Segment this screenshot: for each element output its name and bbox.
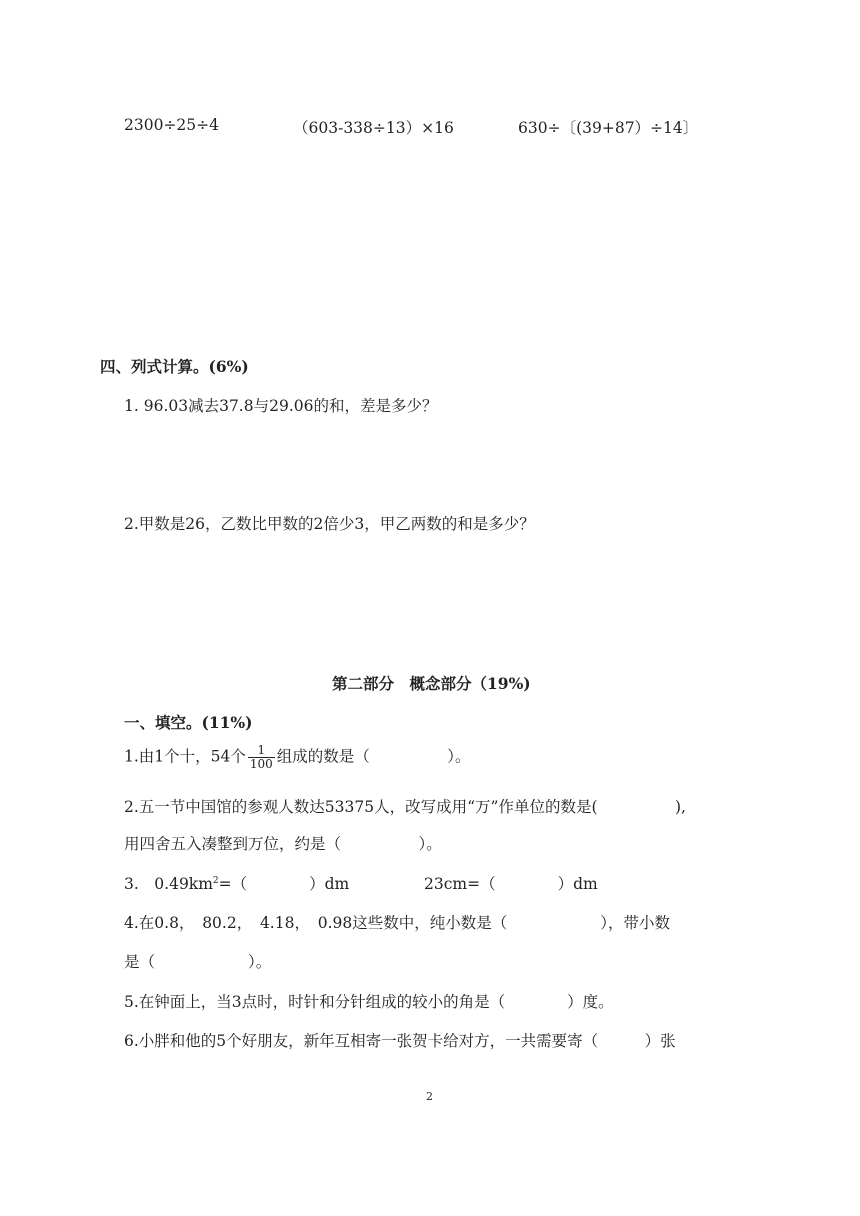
- fill-question-1: [124, 744, 471, 771]
- question-4-2: 2.甲数是26，乙数比甲数的2倍少3，甲乙两数的和是多少？: [124, 515, 535, 533]
- fill-question-1-text-after: 组成的数是（ ）。: [276, 747, 471, 766]
- fill-question-4-line-1: 4.在0.8， 80.2， 4.18， 0.98这些数中，纯小数是（ ），带小数: [124, 914, 670, 932]
- exercise-expression-1: 2300÷25÷4: [124, 116, 220, 134]
- fraction: [248, 744, 275, 771]
- fill-question-5: 5.在钟面上，当3点时，时针和分针组成的较小的角是（ ）度。: [124, 993, 614, 1011]
- fill-question-3-part-c: 23cm=（ ）dm: [424, 875, 598, 893]
- page-number: 2: [426, 1090, 433, 1103]
- fill-blank-heading: 一、填空。(11%): [124, 713, 253, 732]
- fill-question-1-text-before: 1.由1个十，54个: [124, 747, 246, 766]
- superscript: 2: [212, 875, 219, 886]
- exercise-expression-2: （603-338÷13）×16: [293, 119, 454, 137]
- fill-question-3-part-b: =（ ）dm: [218, 875, 350, 893]
- fill-question-3: [124, 872, 349, 894]
- fill-question-2-line-2: 用四舍五入凑整到万位，约是（ ）。: [124, 835, 442, 853]
- question-4-1: 1. 96.03减去37.8与29.06的和，差是多少？: [124, 397, 438, 415]
- fill-question-2-line-1: 2.五一节中国馆的参观人数达53375人，改写成用“万”作单位的数是( ),: [124, 798, 686, 816]
- part-2-title: 第二部分 概念部分（19%): [332, 674, 531, 693]
- fill-question-6: 6.小胖和他的5个好朋友，新年互相寄一张贺卡给对方，一共需要寄（ ）张: [124, 1032, 676, 1050]
- exercise-expression-3: 630÷〔(39+87）÷14〕: [518, 119, 699, 137]
- fill-question-3-part-a: 3. 0.49km: [124, 875, 213, 893]
- fill-question-4-line-2: 是（ ）。: [124, 953, 272, 971]
- fraction-denominator: 100: [249, 757, 273, 771]
- fraction-numerator: 1: [248, 744, 275, 758]
- section-4-heading: 四、列式计算。(6%): [100, 357, 249, 376]
